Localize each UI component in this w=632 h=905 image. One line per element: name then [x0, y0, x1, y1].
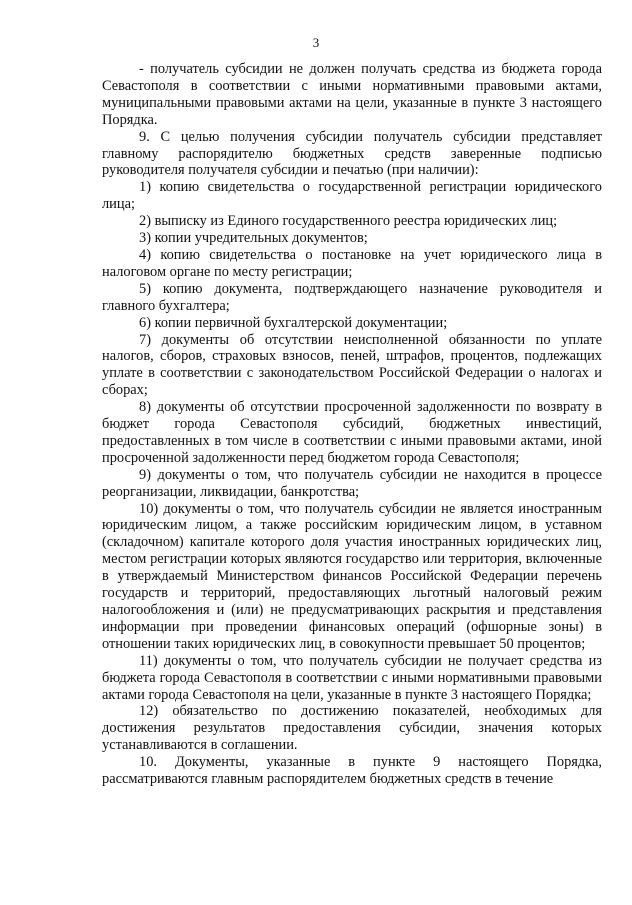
list-item-7: 7) документы об отсутствии неисполненной обязанности по уплате налогов, сборов, страховых взносов, пеней, штрафов, процентов, подлежащих уплате в соответствии с законодательством Российской Федерации о налогах и сборах; [102, 331, 602, 399]
list-item-8: 8) документы об отсутствии просроченной задолженности по возврату в бюджет города Севастополя субсидий, бюджетных инвестиций, предоставленных в том числе в соответствии с иными правовыми актами, иной просроченной задолженности перед бюджетом города Севастополя; [102, 399, 602, 466]
list-item-3: 3) копии учредительных документов; [139, 230, 368, 247]
paragraph-10: 10. Документы, указанные в пункте 9 настоящего Порядка, рассматриваются главным распорядителем бюджетных средств в течение [102, 754, 602, 788]
list-item-6: 6) копии первичной бухгалтерской документации; [139, 314, 448, 331]
document-body [102, 61, 602, 788]
paragraph-subsidy-restriction: - получатель субсидии не должен получать средства из бюджета города Севастополя в соответствии с иными нормативными правовыми актами, муниципальными правовыми актами на цели, указанные в пункте 3 настоящего Порядка. [102, 61, 602, 128]
list-item-2: 2) выписку из Единого государственного реестра юридических лиц; [139, 213, 558, 230]
paragraph-9-intro: 9. С целью получения субсидии получатель субсидии представляет главному распорядителю бюджетных средств заверенные подписью руководителя получателя субсидии и печатью (при наличии): [102, 128, 602, 179]
list-item-12: 12) обязательство по достижению показателей, необходимых для достижения результатов предоставления субсидии, значения которых устанавливаются в соглашении. [102, 703, 602, 754]
list-item-9: 9) документы о том, что получатель субсидии не находится в процессе реорганизации, ликвидации, банкротства; [102, 466, 602, 500]
list-item-11: 11) документы о том, что получатель субсидии не получает средства из бюджета города Севастополя в соответствии с иными нормативными правовыми актами города Севастополя на цели, указанные в пункте 3 настоящего Порядка; [102, 652, 602, 703]
list-item-10: 10) документы о том, что получатель субсидии не является иностранным юридическим лицом, а также российским юридическим лицом, в уставном (складочном) капитале которого доля участия иностранных юридических лиц, местом регистрации которых являются государство или территория, включенные в утверждаемый Министерством финансов Российской Федерации перечень государств и территорий, предоставляющих льготный налоговый режим налогообложения и (или) не предусматривающих раскрытия и представления информации при проведении финансовых операций (офшорные зоны) в отношении таких юридических лиц, в совокупности превышает 50 процентов; [102, 500, 602, 652]
list-item-1: 1) копию свидетельства о государственной регистрации юридического лица; [102, 179, 602, 213]
page-number: 3 [312, 35, 320, 50]
list-item-5: 5) копию документа, подтверждающего назначение руководителя и главного бухгалтера; [102, 280, 602, 314]
list-item-4: 4) копию свидетельства о постановке на учет юридического лица в налоговом органе по месту регистрации; [102, 246, 602, 280]
